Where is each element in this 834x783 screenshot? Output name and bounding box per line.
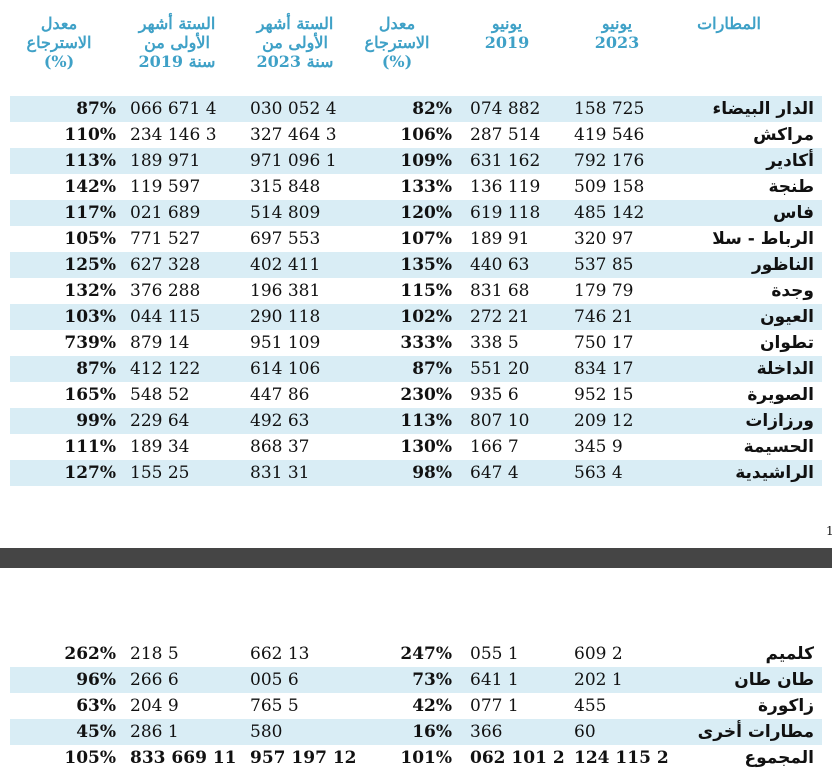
header-h1-2019-line3: سنة 2019 <box>138 52 216 71</box>
h1-recovery-rate-cell: 110% <box>64 125 116 145</box>
june-2023-cell: 2 609 <box>574 644 623 664</box>
header-recovery-rate-2-line3: (%) <box>43 52 75 71</box>
june-recovery-rate-cell: 42% <box>412 696 452 716</box>
airport-name-cell: الرباط - سلا <box>712 229 814 249</box>
h1-recovery-rate-cell: 96% <box>10 667 124 693</box>
h1-2023-cell: 63 492 <box>242 408 360 434</box>
june-recovery-rate-cell: 133% <box>400 177 452 197</box>
airport-name-cell: فاس <box>672 200 822 226</box>
h1-2023-cell: 106 614 <box>242 356 360 382</box>
june-recovery-rate-cell: 107% <box>400 229 452 249</box>
h1-recovery-rate-cell: 262% <box>64 644 116 664</box>
june-recovery-rate-cell: 16% <box>360 719 460 745</box>
airport-name-cell: الصويرة <box>747 385 814 405</box>
h1-recovery-rate-cell: 132% <box>64 281 116 301</box>
h1-2023-cell: 1 096 971 <box>242 148 360 174</box>
june-recovery-rate-cell: 113% <box>360 408 460 434</box>
h1-2019-cell: 64 229 <box>124 408 242 434</box>
airport-name-cell: زاكورة <box>758 696 814 716</box>
june-2019-cell: 20 551 <box>460 356 566 382</box>
total-row <box>10 745 822 771</box>
table-row <box>10 226 822 252</box>
june-2019-cell: 1 077 <box>470 696 519 716</box>
june-2023-cell: 21 746 <box>566 304 672 330</box>
june-2019-cell: 366 <box>460 719 566 745</box>
table-row <box>10 278 822 304</box>
june-recovery-rate-cell: 130% <box>400 437 452 457</box>
h1-2023-cell: 5 765 <box>250 696 299 716</box>
airport-name-cell: طنجة <box>768 177 814 197</box>
airport-name-cell: وجدة <box>771 281 814 301</box>
table-row <box>10 460 822 486</box>
h1-2019-cell: 34 189 <box>130 437 190 457</box>
h1-2019-cell: 1 286 <box>124 719 242 745</box>
airport-traffic-table <box>10 96 822 486</box>
h1-recovery-rate-cell: 105% <box>64 748 116 768</box>
header-h1-2019 <box>127 14 227 71</box>
table-row <box>10 252 822 278</box>
h1-recovery-rate-cell: 87% <box>10 96 124 122</box>
h1-recovery-rate-cell: 103% <box>10 304 124 330</box>
june-2019-cell: 21 272 <box>460 304 566 330</box>
june-2019-cell: 119 136 <box>470 177 541 197</box>
june-2019-cell: 118 619 <box>460 200 566 226</box>
june-2023-cell: 546 419 <box>574 125 645 145</box>
airport-name-cell: أكادير <box>672 148 822 174</box>
june-2023-cell: 97 320 <box>574 229 634 249</box>
june-2023-cell: 17 750 <box>574 333 634 353</box>
june-recovery-rate-cell: 106% <box>400 125 452 145</box>
h1-recovery-rate-cell: 739% <box>64 333 116 353</box>
h1-recovery-rate-cell: 105% <box>64 229 116 249</box>
h1-recovery-rate-cell: 127% <box>10 460 124 486</box>
header-h1-2023-line1: الستة أشهر <box>256 14 334 33</box>
header-airports <box>684 14 774 33</box>
h1-2019-cell: 25 155 <box>124 460 242 486</box>
h1-2019-cell: 328 627 <box>124 252 242 278</box>
table-row <box>10 148 822 174</box>
h1-2023-cell: 31 831 <box>242 460 360 486</box>
h1-2019-cell: 527 771 <box>130 229 201 249</box>
june-recovery-rate-cell: 101% <box>400 748 452 768</box>
june-2023-cell: 9 345 <box>574 437 623 457</box>
june-2023-cell: 455 <box>574 696 607 716</box>
h1-recovery-rate-cell: 125% <box>10 252 124 278</box>
h1-2019-cell: 11 669 833 <box>130 748 237 768</box>
june-2023-cell: 176 792 <box>566 148 672 174</box>
header-recovery-rate-1-line1: معدل <box>378 14 416 33</box>
airport-name-cell: المجموع <box>744 748 814 768</box>
table-row <box>10 408 822 434</box>
june-recovery-rate-cell: 102% <box>360 304 460 330</box>
table-row <box>10 641 822 667</box>
june-recovery-rate-cell: 98% <box>360 460 460 486</box>
table-row <box>10 200 822 226</box>
header-h1-2019-line1: الستة أشهر <box>138 14 216 33</box>
june-recovery-rate-cell: 333% <box>400 333 452 353</box>
h1-2019-cell: 14 879 <box>130 333 190 353</box>
airport-name-cell: كلميم <box>765 644 814 664</box>
header-h1-2023 <box>245 14 345 71</box>
header-h1-2023-line2: الأولى من <box>262 33 328 52</box>
june-recovery-rate-cell: 87% <box>360 356 460 382</box>
h1-2019-cell: 971 189 <box>124 148 242 174</box>
h1-recovery-rate-cell: 111% <box>64 437 116 457</box>
h1-2023-cell: 381 196 <box>250 281 321 301</box>
h1-recovery-rate-cell: 45% <box>10 719 124 745</box>
h1-2019-cell: 6 266 <box>124 667 242 693</box>
june-recovery-rate-cell: 135% <box>360 252 460 278</box>
h1-recovery-rate-cell: 87% <box>10 356 124 382</box>
airport-name-cell: الدار البيضاء <box>672 96 822 122</box>
header-recovery-rate-1 <box>357 14 437 71</box>
h1-2023-cell: 86 447 <box>250 385 310 405</box>
header-june-2023-line2: 2023 <box>594 33 640 52</box>
h1-recovery-rate-cell: 99% <box>10 408 124 434</box>
table-row <box>10 330 822 356</box>
header-recovery-rate-1-line2: الاسترجاع <box>364 33 430 52</box>
header-recovery-rate-2-line2: الاسترجاع <box>26 33 92 52</box>
june-2019-cell: 882 074 <box>460 96 566 122</box>
h1-2019-cell: 52 548 <box>130 385 190 405</box>
june-2023-cell: 85 537 <box>566 252 672 278</box>
table-row <box>10 434 822 460</box>
h1-2023-cell: 848 315 <box>250 177 321 197</box>
airport-name-cell: العيون <box>672 304 822 330</box>
airport-name-cell: مطارات أخرى <box>672 719 822 745</box>
june-2023-cell: 60 <box>566 719 672 745</box>
h1-2023-cell: 553 697 <box>250 229 321 249</box>
h1-2019-cell: 689 021 <box>124 200 242 226</box>
h1-2023-cell: 809 514 <box>242 200 360 226</box>
airport-name-cell: الحسيمة <box>743 437 814 457</box>
june-2023-cell: 725 158 <box>566 96 672 122</box>
header-june-2019-line1: يونيو <box>491 14 523 33</box>
june-2023-cell: 79 179 <box>574 281 634 301</box>
june-2023-cell: 142 485 <box>566 200 672 226</box>
table-row <box>10 719 822 745</box>
h1-2023-cell: 13 662 <box>250 644 310 664</box>
table-row <box>10 356 822 382</box>
june-2019-cell: 1 055 <box>470 644 519 664</box>
june-2023-cell: 158 509 <box>574 177 645 197</box>
airport-name-cell: الداخلة <box>672 356 822 382</box>
june-2019-cell: 6 935 <box>470 385 519 405</box>
h1-recovery-rate-cell: 142% <box>64 177 116 197</box>
h1-recovery-rate-cell: 117% <box>10 200 124 226</box>
june-recovery-rate-cell: 109% <box>360 148 460 174</box>
june-2019-cell: 63 440 <box>460 252 566 278</box>
june-2019-cell: 68 831 <box>470 281 530 301</box>
airport-traffic-table-continued-body <box>10 641 822 771</box>
june-2019-cell: 4 647 <box>460 460 566 486</box>
h1-2023-cell: 12 197 957 <box>250 748 357 768</box>
june-2019-cell: 514 287 <box>470 125 541 145</box>
airport-name-cell: مراكش <box>753 125 814 145</box>
header-june-2023 <box>582 14 652 52</box>
june-2023-cell: 2 115 124 <box>574 748 669 768</box>
h1-2019-cell: 9 204 <box>130 696 179 716</box>
airport-traffic-table-continued <box>10 641 822 771</box>
june-2023-cell: 17 834 <box>566 356 672 382</box>
june-recovery-rate-cell: 247% <box>400 644 452 664</box>
h1-2023-cell: 118 290 <box>242 304 360 330</box>
h1-recovery-rate-cell: 113% <box>10 148 124 174</box>
header-june-2023-line1: يونيو <box>601 14 633 33</box>
header-recovery-rate-2-line1: معدل <box>40 14 78 33</box>
airport-name-cell: ورزازات <box>672 408 822 434</box>
table-row <box>10 96 822 122</box>
h1-recovery-rate-cell: 63% <box>76 696 116 716</box>
june-2019-cell: 10 807 <box>460 408 566 434</box>
header-h1-2019-line2: الأولى من <box>144 33 210 52</box>
h1-2023-cell: 109 951 <box>250 333 321 353</box>
header-airports-label: المطارات <box>697 14 761 33</box>
airport-traffic-table-body <box>10 96 822 486</box>
airport-name-cell: تطوان <box>760 333 814 353</box>
h1-2019-cell: 115 044 <box>124 304 242 330</box>
june-2023-cell: 4 563 <box>566 460 672 486</box>
h1-2019-cell: 4 671 066 <box>124 96 242 122</box>
airport-name-cell: طان طان <box>672 667 822 693</box>
airport-name-cell: الراشيدية <box>672 460 822 486</box>
june-recovery-rate-cell: 82% <box>360 96 460 122</box>
h1-2019-cell: 597 119 <box>130 177 201 197</box>
airport-name-cell: الناظور <box>672 252 822 278</box>
h1-2019-cell: 122 412 <box>124 356 242 382</box>
june-2019-cell: 5 338 <box>470 333 519 353</box>
h1-2023-cell: 37 868 <box>250 437 310 457</box>
h1-2019-cell: 5 218 <box>130 644 179 664</box>
h1-2023-cell: 411 402 <box>242 252 360 278</box>
table-row <box>10 382 822 408</box>
header-h1-2023-line3: سنة 2023 <box>256 52 334 71</box>
june-2019-cell: 7 166 <box>470 437 519 457</box>
june-recovery-rate-cell: 115% <box>400 281 452 301</box>
june-2023-cell: 12 209 <box>566 408 672 434</box>
june-recovery-rate-cell: 120% <box>360 200 460 226</box>
h1-2019-cell: 3 146 234 <box>130 125 217 145</box>
header-recovery-rate-2 <box>14 14 104 71</box>
june-2023-cell: 15 952 <box>574 385 634 405</box>
june-2019-cell: 1 641 <box>460 667 566 693</box>
june-2019-cell: 2 101 062 <box>470 748 565 768</box>
header-june-2019 <box>472 14 542 52</box>
h1-2023-cell: 580 <box>242 719 360 745</box>
june-recovery-rate-cell: 230% <box>400 385 452 405</box>
june-2019-cell: 162 631 <box>460 148 566 174</box>
h1-2023-cell: 4 052 030 <box>242 96 360 122</box>
h1-2023-cell: 3 464 327 <box>250 125 337 145</box>
header-june-2019-line2: 2019 <box>484 33 530 52</box>
h1-2019-cell: 288 376 <box>130 281 201 301</box>
page-marker: 1 <box>826 524 834 538</box>
page-separator-bar <box>0 548 832 568</box>
table-row <box>10 174 822 200</box>
h1-recovery-rate-cell: 165% <box>64 385 116 405</box>
table-row <box>10 667 822 693</box>
june-recovery-rate-cell: 73% <box>360 667 460 693</box>
h1-2023-cell: 6 005 <box>242 667 360 693</box>
june-2019-cell: 91 189 <box>470 229 530 249</box>
table-row <box>10 122 822 148</box>
table-row <box>10 304 822 330</box>
table-row <box>10 693 822 719</box>
june-2023-cell: 1 202 <box>566 667 672 693</box>
header-recovery-rate-1-line3: (%) <box>381 52 413 71</box>
